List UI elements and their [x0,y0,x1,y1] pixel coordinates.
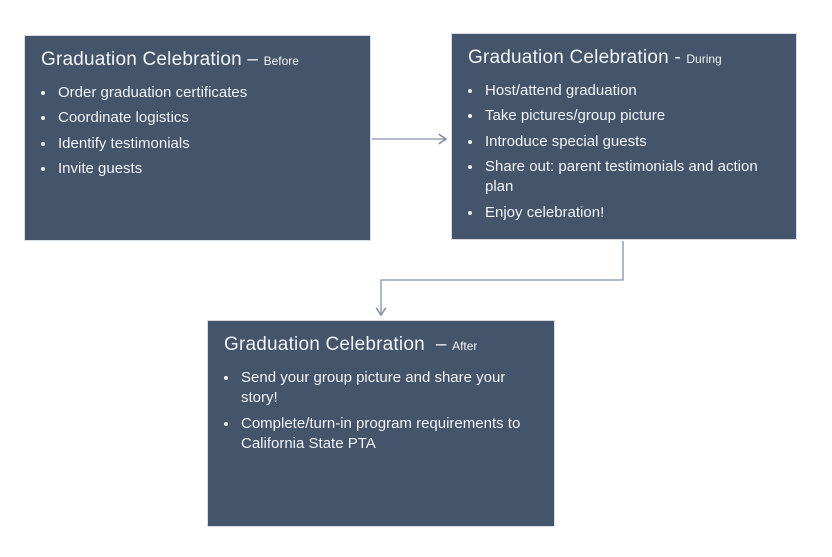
bullet-item: • Take pictures/group picture [483,106,784,126]
bullet-item: • Coordinate logistics [56,108,358,128]
box-after-title-dash: – [430,334,447,355]
bullet-item: • Share out: parent testimonials and action plan [483,157,784,198]
box-after-title-main: Graduation Celebration [224,334,425,355]
box-before-bullet-list [41,83,358,180]
bullet-item: • Complete/turn-in program requirements to California State PTA [239,414,542,455]
box-before [24,35,371,241]
box-during [451,33,797,240]
bullet-item: • Identify testimonials [56,134,358,154]
bullet-item: • Host/attend graduation [483,81,784,101]
bullet-item: • Order graduation certificates [56,83,358,103]
box-after-title-suffix: After [452,339,478,353]
box-during-title [468,46,784,70]
bullet-item: • Send your group picture and share your story! [239,368,542,409]
bullet-item: • Enjoy celebration! [483,203,784,223]
box-before-title-main: Graduation Celebration [41,49,242,70]
box-before-title [41,48,358,72]
box-after-title [224,333,542,357]
box-before-title-dash: – [247,49,259,70]
box-after-bullet-list [224,368,542,455]
bullet-item: • Introduce special guests [483,132,784,152]
box-during-title-suffix: During [686,52,722,66]
box-during-title-main: Graduation Celebration [468,47,669,68]
box-after [207,320,555,527]
box-before-title-suffix: Before [263,54,299,68]
box-during-bullet-list [468,81,784,223]
bullet-item: • Invite guests [56,159,358,179]
arrow-during-to-after [381,241,623,315]
box-during-title-dash: - [674,47,681,68]
